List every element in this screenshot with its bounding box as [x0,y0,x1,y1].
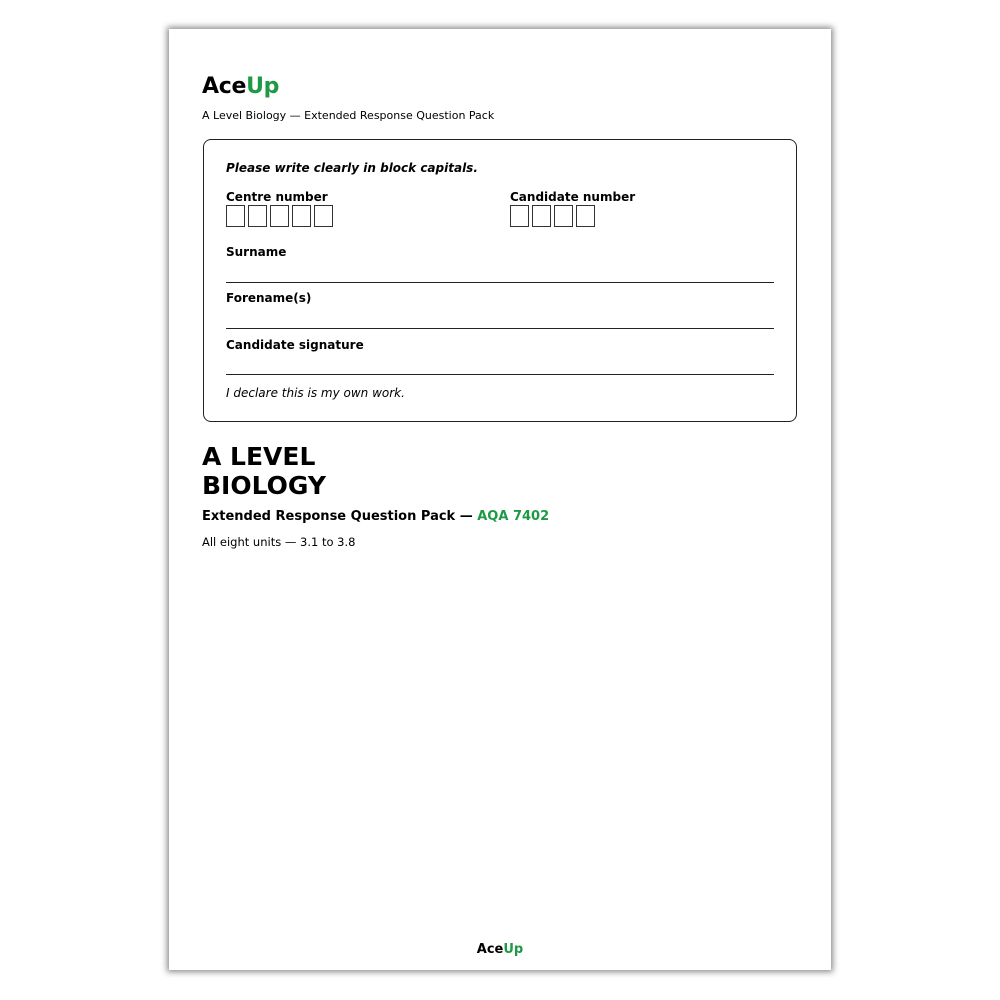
centre-number-digit-box[interactable] [226,205,245,227]
centre-number-digit-box[interactable] [314,205,333,227]
document-page [169,29,831,970]
document-subtitle: A Level Biology — Extended Response Question Pack [202,109,495,122]
cover-title-line-1: A LEVEL [202,442,316,471]
surname-label: Surname [226,245,287,259]
surname-field[interactable] [226,282,774,283]
signature-label: Candidate signature [226,338,364,352]
centre-number-boxes [226,205,333,227]
centre-number-label: Centre number [226,190,328,204]
form-instruction: Please write clearly in block capitals. [226,161,478,175]
forenames-label: Forename(s) [226,291,312,305]
pack-code: AQA 7402 [477,509,550,524]
pack-description [202,509,549,524]
brand-part-up: Up [246,74,280,99]
candidate-number-boxes [510,205,595,227]
candidate-number-label: Candidate number [510,190,636,204]
centre-number-digit-box[interactable] [248,205,267,227]
centre-number-digit-box[interactable] [292,205,311,227]
units-description: All eight units — 3.1 to 3.8 [202,535,356,549]
footer-brand-up: Up [503,942,524,957]
candidate-number-digit-box[interactable] [576,205,595,227]
candidate-number-digit-box[interactable] [510,205,529,227]
brand-part-ace: Ace [202,74,247,99]
footer-brand [169,942,831,957]
candidate-number-digit-box[interactable] [554,205,573,227]
declaration-text: I declare this is my own work. [226,386,405,400]
forenames-field[interactable] [226,328,774,329]
centre-number-digit-box[interactable] [270,205,289,227]
signature-field[interactable] [226,374,774,375]
cover-title-line-2: BIOLOGY [202,471,326,500]
cover-title [202,442,326,500]
pack-text: Extended Response Question Pack — [202,509,478,524]
footer-brand-ace: Ace [476,942,504,957]
brand-logo [202,74,279,100]
candidate-details-form [203,139,797,422]
candidate-number-digit-box[interactable] [532,205,551,227]
